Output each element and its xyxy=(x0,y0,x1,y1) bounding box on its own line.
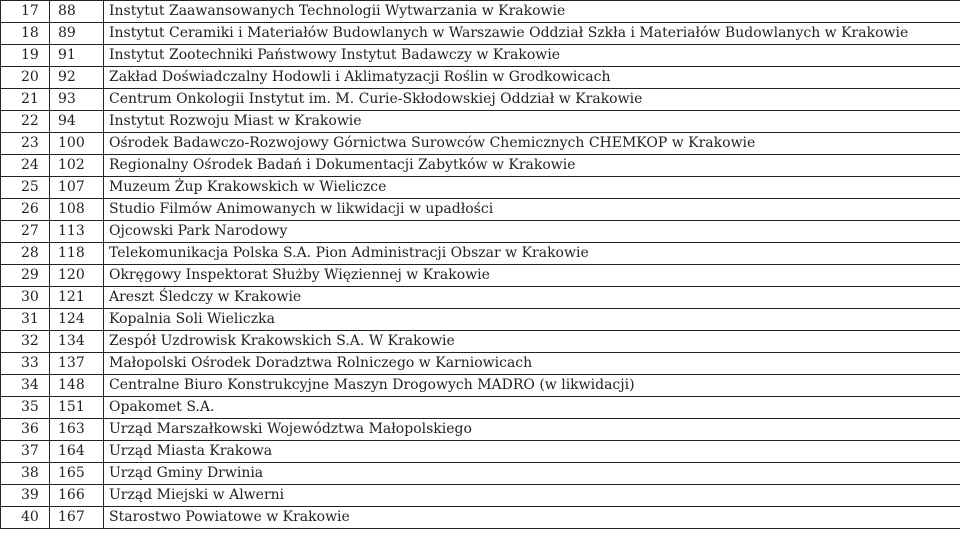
table-row xyxy=(1,89,960,111)
table-row xyxy=(1,331,960,353)
row-number: 40 xyxy=(1,507,50,529)
row-code: 137 xyxy=(50,353,104,375)
row-number: 36 xyxy=(1,419,50,441)
row-code: 93 xyxy=(50,89,104,111)
row-institution-name: Zakład Doświadczalny Hodowli i Aklimatyzacji Roślin w Grodkowicach xyxy=(104,67,960,89)
row-institution-name: Opakomet S.A. xyxy=(104,397,960,419)
table-row xyxy=(1,111,960,133)
row-institution-name: Instytut Zootechniki Państwowy Instytut Badawczy w Krakowie xyxy=(104,45,960,67)
table-row xyxy=(1,1,960,23)
table-row xyxy=(1,397,960,419)
row-code: 94 xyxy=(50,111,104,133)
row-code: 164 xyxy=(50,441,104,463)
row-number: 29 xyxy=(1,265,50,287)
row-institution-name: Ojcowski Park Narodowy xyxy=(104,221,960,243)
row-institution-name: Instytut Rozwoju Miast w Krakowie xyxy=(104,111,960,133)
row-institution-name: Urząd Miasta Krakowa xyxy=(104,441,960,463)
table-row xyxy=(1,67,960,89)
row-number: 38 xyxy=(1,463,50,485)
row-institution-name: Instytut Zaawansowanych Technologii Wytwarzania w Krakowie xyxy=(104,1,960,23)
table-row xyxy=(1,199,960,221)
row-number: 37 xyxy=(1,441,50,463)
row-code: 108 xyxy=(50,199,104,221)
row-institution-name: Centralne Biuro Konstrukcyjne Maszyn Drogowych MADRO (w likwidacji) xyxy=(104,375,960,397)
row-number: 24 xyxy=(1,155,50,177)
row-institution-name: Telekomunikacja Polska S.A. Pion Administracji Obszar w Krakowie xyxy=(104,243,960,265)
table-row xyxy=(1,265,960,287)
row-number: 25 xyxy=(1,177,50,199)
row-code: 148 xyxy=(50,375,104,397)
table-row xyxy=(1,155,960,177)
row-institution-name: Regionalny Ośrodek Badań i Dokumentacji Zabytków w Krakowie xyxy=(104,155,960,177)
table-row xyxy=(1,507,960,529)
row-code: 167 xyxy=(50,507,104,529)
table-row xyxy=(1,221,960,243)
row-number: 22 xyxy=(1,111,50,133)
row-code: 89 xyxy=(50,23,104,45)
row-code: 165 xyxy=(50,463,104,485)
row-institution-name: Areszt Śledczy w Krakowie xyxy=(104,287,960,309)
row-institution-name: Muzeum Żup Krakowskich w Wieliczce xyxy=(104,177,960,199)
table-row xyxy=(1,441,960,463)
row-number: 20 xyxy=(1,67,50,89)
row-institution-name: Urząd Miejski w Alwerni xyxy=(104,485,960,507)
row-code: 91 xyxy=(50,45,104,67)
row-institution-name: Ośrodek Badawczo-Rozwojowy Górnictwa Surowców Chemicznych CHEMKOP w Krakowie xyxy=(104,133,960,155)
row-number: 34 xyxy=(1,375,50,397)
row-institution-name: Centrum Onkologii Instytut im. M. Curie-Skłodowskiej Oddział w Krakowie xyxy=(104,89,960,111)
table-row xyxy=(1,23,960,45)
row-institution-name: Starostwo Powiatowe w Krakowie xyxy=(104,507,960,529)
row-code: 92 xyxy=(50,67,104,89)
table-row xyxy=(1,309,960,331)
row-institution-name: Studio Filmów Animowanych w likwidacji w upadłości xyxy=(104,199,960,221)
row-code: 100 xyxy=(50,133,104,155)
row-code: 163 xyxy=(50,419,104,441)
row-number: 33 xyxy=(1,353,50,375)
row-number: 19 xyxy=(1,45,50,67)
row-code: 166 xyxy=(50,485,104,507)
row-number: 21 xyxy=(1,89,50,111)
row-number: 28 xyxy=(1,243,50,265)
table-row xyxy=(1,177,960,199)
table-body xyxy=(1,1,960,529)
row-code: 88 xyxy=(50,1,104,23)
row-institution-name: Okręgowy Inspektorat Służby Więziennej w Krakowie xyxy=(104,265,960,287)
row-code: 113 xyxy=(50,221,104,243)
table-row xyxy=(1,463,960,485)
table-row xyxy=(1,45,960,67)
table-row xyxy=(1,243,960,265)
row-institution-name: Urząd Gminy Drwinia xyxy=(104,463,960,485)
row-code: 124 xyxy=(50,309,104,331)
table-row xyxy=(1,485,960,507)
row-institution-name: Urząd Marszałkowski Województwa Małopolskiego xyxy=(104,419,960,441)
row-number: 31 xyxy=(1,309,50,331)
row-number: 32 xyxy=(1,331,50,353)
row-code: 134 xyxy=(50,331,104,353)
row-institution-name: Instytut Ceramiki i Materiałów Budowlanych w Warszawie Oddział Szkła i Materiałów Budowlanych w Krakowie xyxy=(104,23,960,45)
row-code: 151 xyxy=(50,397,104,419)
row-number: 17 xyxy=(1,1,50,23)
table-row xyxy=(1,133,960,155)
row-institution-name: Kopalnia Soli Wieliczka xyxy=(104,309,960,331)
row-code: 121 xyxy=(50,287,104,309)
row-institution-name: Zespół Uzdrowisk Krakowskich S.A. W Krakowie xyxy=(104,331,960,353)
row-number: 26 xyxy=(1,199,50,221)
row-number: 30 xyxy=(1,287,50,309)
row-number: 23 xyxy=(1,133,50,155)
table-row xyxy=(1,353,960,375)
table-row xyxy=(1,419,960,441)
row-number: 27 xyxy=(1,221,50,243)
table-row xyxy=(1,287,960,309)
row-code: 120 xyxy=(50,265,104,287)
table-row xyxy=(1,375,960,397)
row-number: 39 xyxy=(1,485,50,507)
row-institution-name: Małopolski Ośrodek Doradztwa Rolniczego w Karniowicach xyxy=(104,353,960,375)
row-code: 107 xyxy=(50,177,104,199)
row-code: 118 xyxy=(50,243,104,265)
row-code: 102 xyxy=(50,155,104,177)
row-number: 18 xyxy=(1,23,50,45)
row-number: 35 xyxy=(1,397,50,419)
